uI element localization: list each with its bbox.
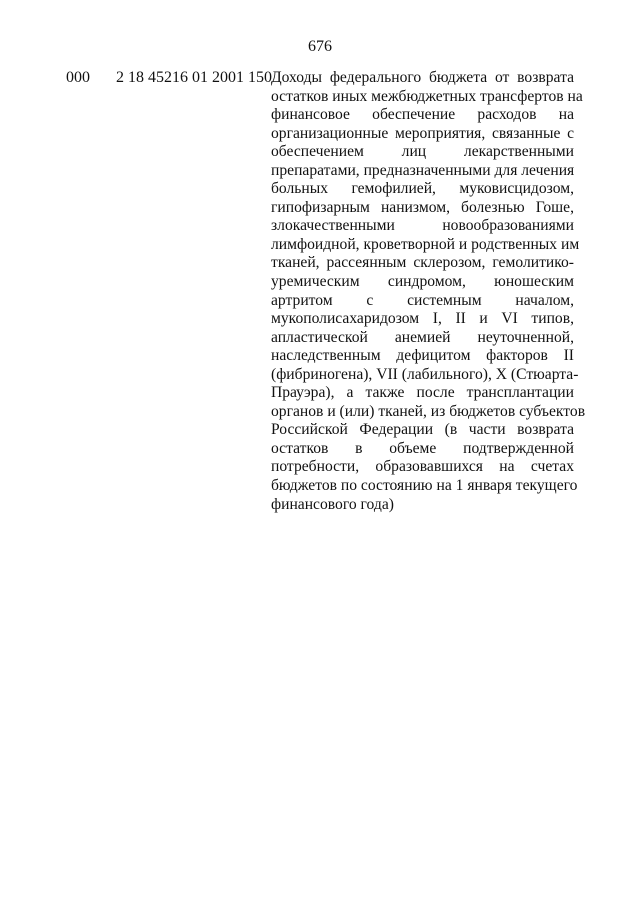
description-line: остатков в объеме подтвержденной (271, 439, 574, 457)
description-line: бюджетов по состоянию на 1 января текущего (271, 477, 578, 495)
description-line: гипофизарным нанизмом, болезнью Гоше, (271, 198, 574, 216)
description-line: обеспечением лиц лекарственными (271, 143, 574, 161)
description-line: мукополисахаридозом I, II и VI типов, (271, 310, 574, 328)
description-line: артритом с системным началом, (271, 291, 574, 309)
description-line: Российской Федерации (в части возврата (271, 421, 574, 439)
description-line: злокачественными новообразованиями (271, 217, 574, 235)
page-number: 676 (308, 38, 332, 55)
description-line: Доходы федерального бюджета от возврата (271, 69, 574, 86)
budget-classification-code: 2 18 45216 01 2001 150 (116, 69, 272, 86)
description-line: препаратами, предназначенными для лечения (271, 161, 575, 179)
description-line: (фибриногена), VII (лабильного), X (Стюарта- (271, 365, 579, 383)
description-line: остатков иных межбюджетных трансфертов на (271, 87, 583, 105)
description-line: Прауэра), а также после трансплантации (271, 384, 574, 402)
description-line: органов и (или) тканей, из бюджетов субъектов (271, 402, 586, 420)
description-line: наследственным дефицитом факторов II (271, 347, 574, 365)
admin-code: 000 (66, 69, 90, 86)
description-line: тканей, рассеянным склерозом, гемолитико- (271, 254, 574, 272)
description-line: финансовое обеспечение расходов на (271, 106, 574, 124)
description-line: организационные мероприятия, связанные с (271, 124, 574, 142)
description-line: больных гемофилией, муковисцидозом, (271, 180, 574, 198)
description-line: потребности, образовавшихся на счетах (271, 458, 574, 476)
description-line: уремическим синдромом, юношеским (271, 273, 574, 291)
description-line: лимфоидной, кроветворной и родственных им (271, 235, 580, 253)
entry-description (271, 69, 586, 514)
description-line: апластической анемией неуточненной, (271, 328, 574, 346)
description-line: финансового года) (271, 495, 394, 513)
